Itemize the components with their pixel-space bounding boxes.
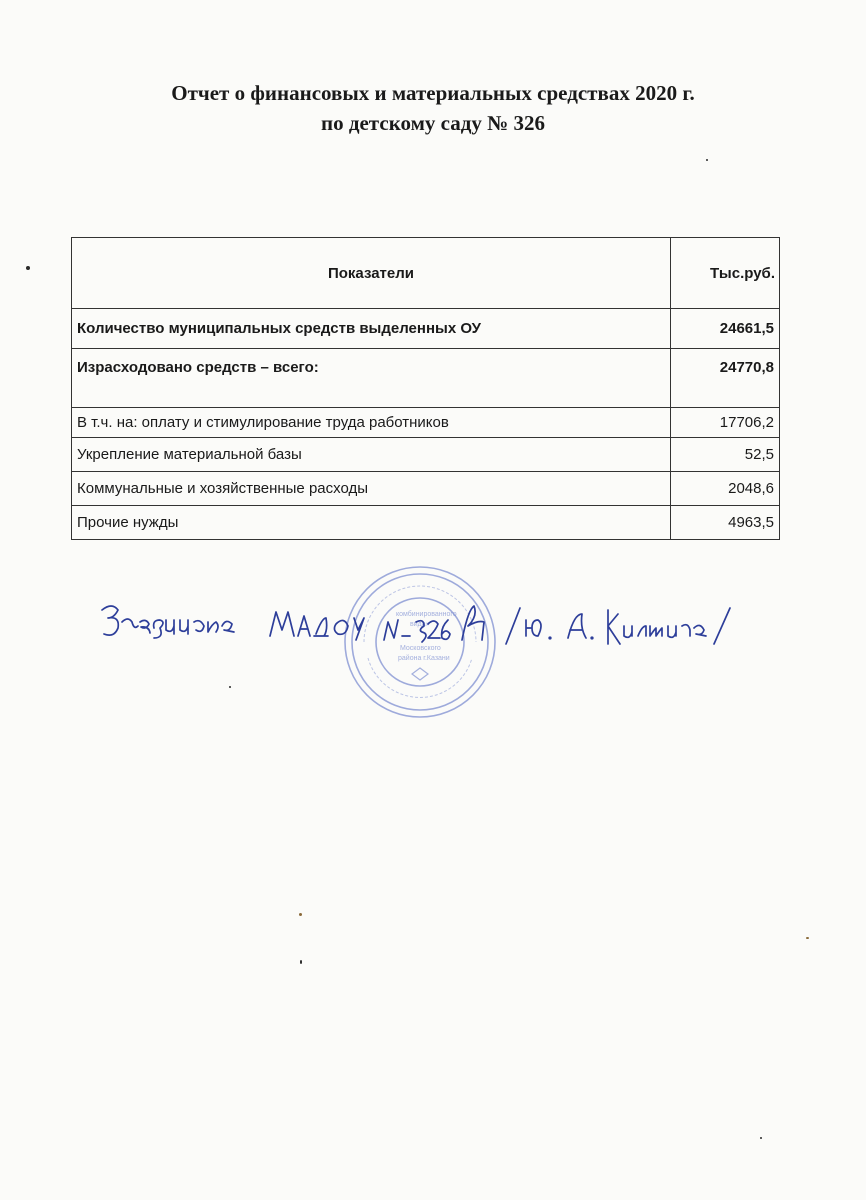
- signature-handwriting-icon: [98, 596, 758, 666]
- table-row: [72, 349, 780, 408]
- svg-text:района г.Казани: района г.Казани: [398, 655, 450, 662]
- report-table: [71, 237, 780, 540]
- table-header-row: [72, 238, 780, 309]
- scan-speck: [26, 266, 30, 270]
- document-title: [0, 78, 866, 138]
- row-value: 24661,5: [671, 309, 780, 349]
- scan-speck: [299, 913, 302, 916]
- header-indicators: Показатели: [72, 238, 671, 309]
- row-value: 52,5: [671, 438, 780, 472]
- row-value: 2048,6: [671, 472, 780, 506]
- svg-text:комбинированного: комбинированного: [396, 611, 457, 618]
- scan-speck: [760, 1137, 762, 1139]
- row-label: Количество муниципальных средств выделенных ОУ: [72, 309, 671, 349]
- header-thousand-rubles: Тыс.руб.: [671, 238, 780, 309]
- handwritten-signature: [98, 596, 758, 666]
- row-label: Укрепление материальной базы: [72, 438, 671, 472]
- scan-speck: [300, 960, 302, 964]
- scan-speck: [806, 937, 809, 939]
- table-row: [72, 506, 780, 540]
- table-row: [72, 472, 780, 506]
- row-value: 24770,8: [671, 349, 780, 408]
- table-row: [72, 309, 780, 349]
- row-label: Прочие нужды: [72, 506, 671, 540]
- title-line-2: по детскому саду № 326: [321, 111, 545, 135]
- scan-speck: [706, 159, 708, 161]
- table-row: [72, 438, 780, 472]
- row-label: В т.ч. на: оплату и стимулирование труда работников: [72, 408, 671, 438]
- table-row: [72, 408, 780, 438]
- row-label: Коммунальные и хозяйственные расходы: [72, 472, 671, 506]
- row-label: Израсходовано средств – всего:: [72, 349, 671, 408]
- scan-speck: [229, 686, 231, 688]
- title-line-1: Отчет о финансовых и материальных средствах 2020 г.: [171, 81, 695, 105]
- svg-text:вида»: вида»: [410, 621, 430, 628]
- row-value: 17706,2: [671, 408, 780, 438]
- row-value: 4963,5: [671, 506, 780, 540]
- svg-text:Московского: Московского: [400, 645, 441, 652]
